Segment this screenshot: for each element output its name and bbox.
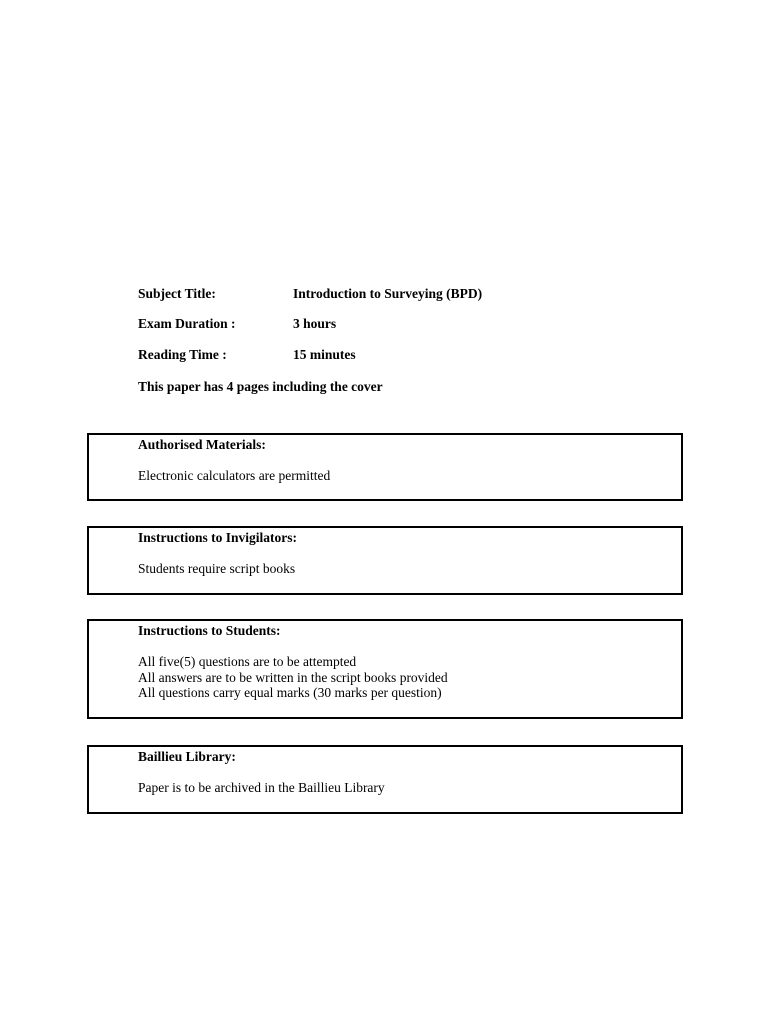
exam-duration-row (138, 316, 336, 332)
exam-duration-value: 3 hours (293, 316, 337, 331)
invigilator-instructions-line: Students require script books (138, 561, 296, 576)
student-instructions-line: All five(5) questions are to be attempted (138, 654, 357, 669)
library-box (87, 745, 683, 814)
authorised-materials-line: Electronic calculators are permitted (138, 468, 331, 483)
library-line: Paper is to be archived in the Baillieu Library (138, 780, 385, 795)
subject-title-label: Subject Title: (138, 286, 216, 301)
student-instructions-lines (138, 654, 448, 701)
reading-time-label: Reading Time : (138, 347, 227, 362)
invigilator-instructions-box (87, 526, 683, 595)
reading-time-value: 15 minutes (293, 347, 356, 362)
exam-duration-label: Exam Duration : (138, 316, 236, 331)
invigilator-instructions-lines (138, 561, 295, 577)
student-instructions-line: All questions carry equal marks (30 marks per question) (138, 685, 442, 700)
subject-title-row (138, 286, 482, 302)
authorised-materials-title: Authorised Materials: (138, 437, 266, 452)
student-instructions-box (87, 619, 683, 719)
pages-note: This paper has 4 pages including the cover (138, 379, 383, 394)
authorised-materials-lines (138, 468, 330, 484)
student-instructions-line: All answers are to be written in the script books provided (138, 669, 448, 685)
authorised-materials-box (87, 433, 683, 501)
invigilator-instructions-title: Instructions to Invigilators: (138, 530, 298, 545)
library-lines (138, 780, 385, 796)
reading-time-row (138, 347, 356, 363)
student-instructions-title: Instructions to Students: (138, 623, 281, 638)
library-title: Baillieu Library: (138, 749, 236, 764)
subject-title-value: Introduction to Surveying (BPD) (293, 286, 483, 301)
